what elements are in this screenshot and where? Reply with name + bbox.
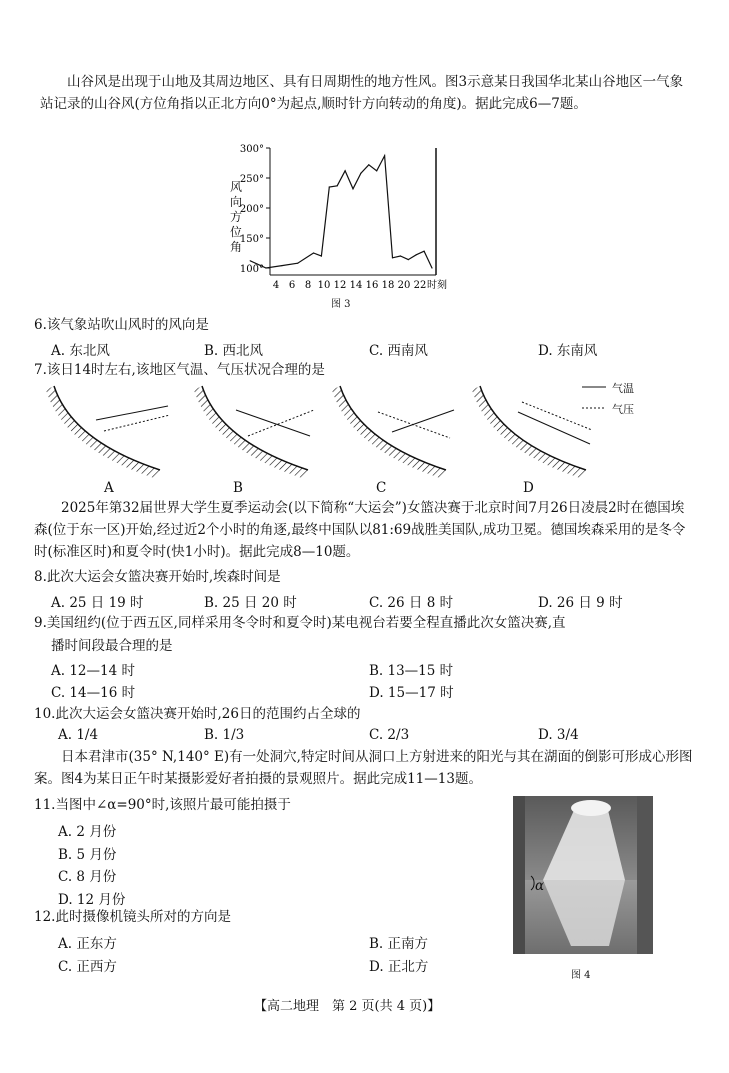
question-12-stem: 12.此时摄像机镜头所对的方向是 (34, 909, 231, 925)
q10-option-d: D. 3/4 (538, 727, 579, 743)
question-9-stem-line2: 播时间段最合理的是 (51, 638, 173, 654)
q12-option-d: D. 正北方 (369, 959, 429, 975)
wind-direction-series-line (250, 156, 432, 268)
y-tick-label: 300° (239, 144, 264, 155)
y-axis-title-char: 向 (229, 195, 242, 209)
pressure-line (378, 412, 450, 438)
data-point (384, 155, 385, 156)
data-point (431, 267, 432, 268)
data-point (313, 252, 314, 253)
y-tick-label: 100° (239, 264, 264, 275)
legend-temperature-label: 气温 (612, 382, 634, 395)
diagram-d (472, 386, 592, 478)
figure-4-caption: 图 4 (571, 970, 591, 981)
y-tick-label: 150° (239, 234, 264, 245)
question-9-stem-line1: 9.美国纽约(位于西五区,同样采用冬令时和夏令时)某电视台若要全程直播此次女篮决赛,直 (34, 615, 566, 631)
y-axis-title-char: 风 (229, 180, 242, 194)
pressure-line (248, 410, 314, 436)
pressure-line (104, 415, 170, 431)
q11-option-d: D. 12 月份 (58, 892, 126, 908)
data-point (376, 170, 377, 171)
data-point (337, 185, 338, 186)
pressure-line (522, 402, 592, 430)
data-point (392, 257, 393, 258)
q9-option-b: B. 13—15 时 (369, 663, 454, 679)
diagram-c (332, 386, 454, 478)
x-tick-label: 4 (272, 280, 280, 291)
cave-opening (571, 800, 611, 816)
q11-option-a: A. 2 月份 (58, 824, 117, 840)
temperature-line (392, 410, 454, 432)
q8-option-a: A. 25 日 19 时 (51, 595, 144, 611)
x-tick-label: 12 (333, 280, 347, 291)
figure-3 (220, 138, 470, 313)
x-tick-label: 20 (397, 280, 411, 291)
intro-paragraph-wind: 山谷风是出现于山地及其周边地区、具有日周期性的地方性风。图3示意某日我国华北某山谷地区一气象站记录的山谷风(方位角指以正北方向0°为起点,顺时针方向转动的角度)。据此完成6—7题。 (40, 74, 684, 112)
diagram-label-d: D (523, 480, 534, 496)
question-10-stem: 10.此次大运会女篮决赛开始时,26日的范围约占全球的 (34, 706, 361, 722)
legend-pressure-label: 气压 (612, 403, 634, 416)
data-point (360, 173, 361, 174)
x-tick-label: 8 (304, 280, 312, 291)
data-point (352, 188, 353, 189)
x-tick-label: 22 (413, 280, 427, 291)
data-point (416, 254, 417, 255)
diagram-b (194, 386, 314, 478)
data-point (368, 164, 369, 165)
data-point (329, 186, 330, 187)
diagram-a (46, 386, 170, 478)
q9-option-d: D. 15—17 时 (369, 685, 454, 701)
q6-option-b: B. 西北风 (204, 343, 264, 359)
x-tick-label: 14 (349, 280, 363, 291)
q10-option-b: B. 1/3 (204, 727, 245, 743)
q12-option-c: C. 正西方 (58, 959, 117, 975)
q6-option-d: D. 东南风 (538, 343, 598, 359)
q10-option-a: A. 1/4 (58, 727, 99, 743)
data-point (400, 255, 401, 256)
x-ticks (273, 278, 447, 291)
data-point (345, 170, 346, 171)
q12-option-b: B. 正南方 (369, 936, 429, 952)
data-point (265, 267, 266, 268)
x-tick-label: 16 (365, 280, 379, 291)
q8-option-c: C. 26 日 8 时 (369, 595, 454, 611)
y-axis-title-char: 方 (229, 210, 242, 224)
wind-direction-chart (220, 138, 470, 313)
x-axis-unit: 时刻 (427, 280, 447, 291)
intro-paragraph-cave: 日本君津市(35° N,140° E)有一处洞穴,特定时间从洞口上方射进来的阳光与其在湖面的倒影可形成心形图案。图4为某日正午时某摄影爱好者拍摄的景观照片。据此完成11—13题。 (34, 749, 693, 787)
temperature-line (236, 410, 310, 436)
q6-option-c: C. 西南风 (369, 343, 428, 359)
y-axis-title-char: 角 (229, 240, 242, 254)
q10-option-c: C. 2/3 (369, 727, 410, 743)
q11-option-b: B. 5 月份 (58, 847, 117, 863)
question-7-stem: 7.该日14时左右,该地区气温、气压状况合理的是 (34, 362, 325, 378)
data-point (424, 251, 425, 252)
question-11-stem: 11.当图中∠α=90°时,该照片最可能拍摄于 (34, 797, 291, 813)
diagram-label-a: A (104, 480, 114, 496)
y-axis-title-char: 位 (229, 225, 242, 239)
x-tick-label: 6 (288, 280, 296, 291)
data-point (281, 265, 282, 266)
x-tick-label: 10 (317, 280, 331, 291)
question-6-stem: 6.该气象站吹山风时的风向是 (34, 317, 209, 333)
cave-wall-right (637, 796, 653, 954)
data-point (297, 263, 298, 264)
temperature-line (518, 412, 590, 444)
angle-alpha-label: α (535, 878, 545, 894)
cave-wall-left (513, 796, 525, 954)
figure-3-caption: 图 3 (331, 299, 351, 310)
q12-option-a: A. 正东方 (58, 936, 117, 952)
y-ticks (240, 144, 270, 275)
q6-option-a: A. 东北风 (51, 343, 110, 359)
question-8-stem: 8.此次大运会女篮决赛开始时,埃森时间是 (34, 569, 281, 585)
diagram-label-c: C (376, 480, 387, 496)
y-tick-label: 250° (239, 174, 264, 185)
q11-option-c: C. 8 月份 (58, 869, 117, 885)
figure-4-cave-photo (513, 796, 653, 954)
temperature-line (96, 406, 168, 420)
q8-option-b: B. 25 日 20 时 (204, 595, 297, 611)
page-footer: 【高二地理 第 2 页(共 4 页)】 (254, 999, 441, 1014)
data-point (321, 255, 322, 256)
data-point (408, 259, 409, 260)
x-tick-label: 18 (381, 280, 395, 291)
q9-option-a: A. 12—14 时 (51, 663, 135, 679)
y-tick-label: 200° (239, 204, 264, 215)
diagram-label-b: B (233, 480, 243, 496)
q8-option-d: D. 26 日 9 时 (538, 595, 623, 611)
data-point (250, 260, 251, 261)
q9-option-c: C. 14—16 时 (51, 685, 136, 701)
intro-paragraph-basketball: 2025年第32届世界大学生夏季运动会(以下简称“大运会”)女篮决赛于北京时间7月26日凌晨2时在德国埃森(位于东一区)开始,经过近2个小时的角逐,最终中国队以81:69战胜美国队,成功卫冕。德国埃森采用的是冬令时(标准区时)和夏令时(快1小时)。据此完成8—10题。 (34, 500, 686, 560)
